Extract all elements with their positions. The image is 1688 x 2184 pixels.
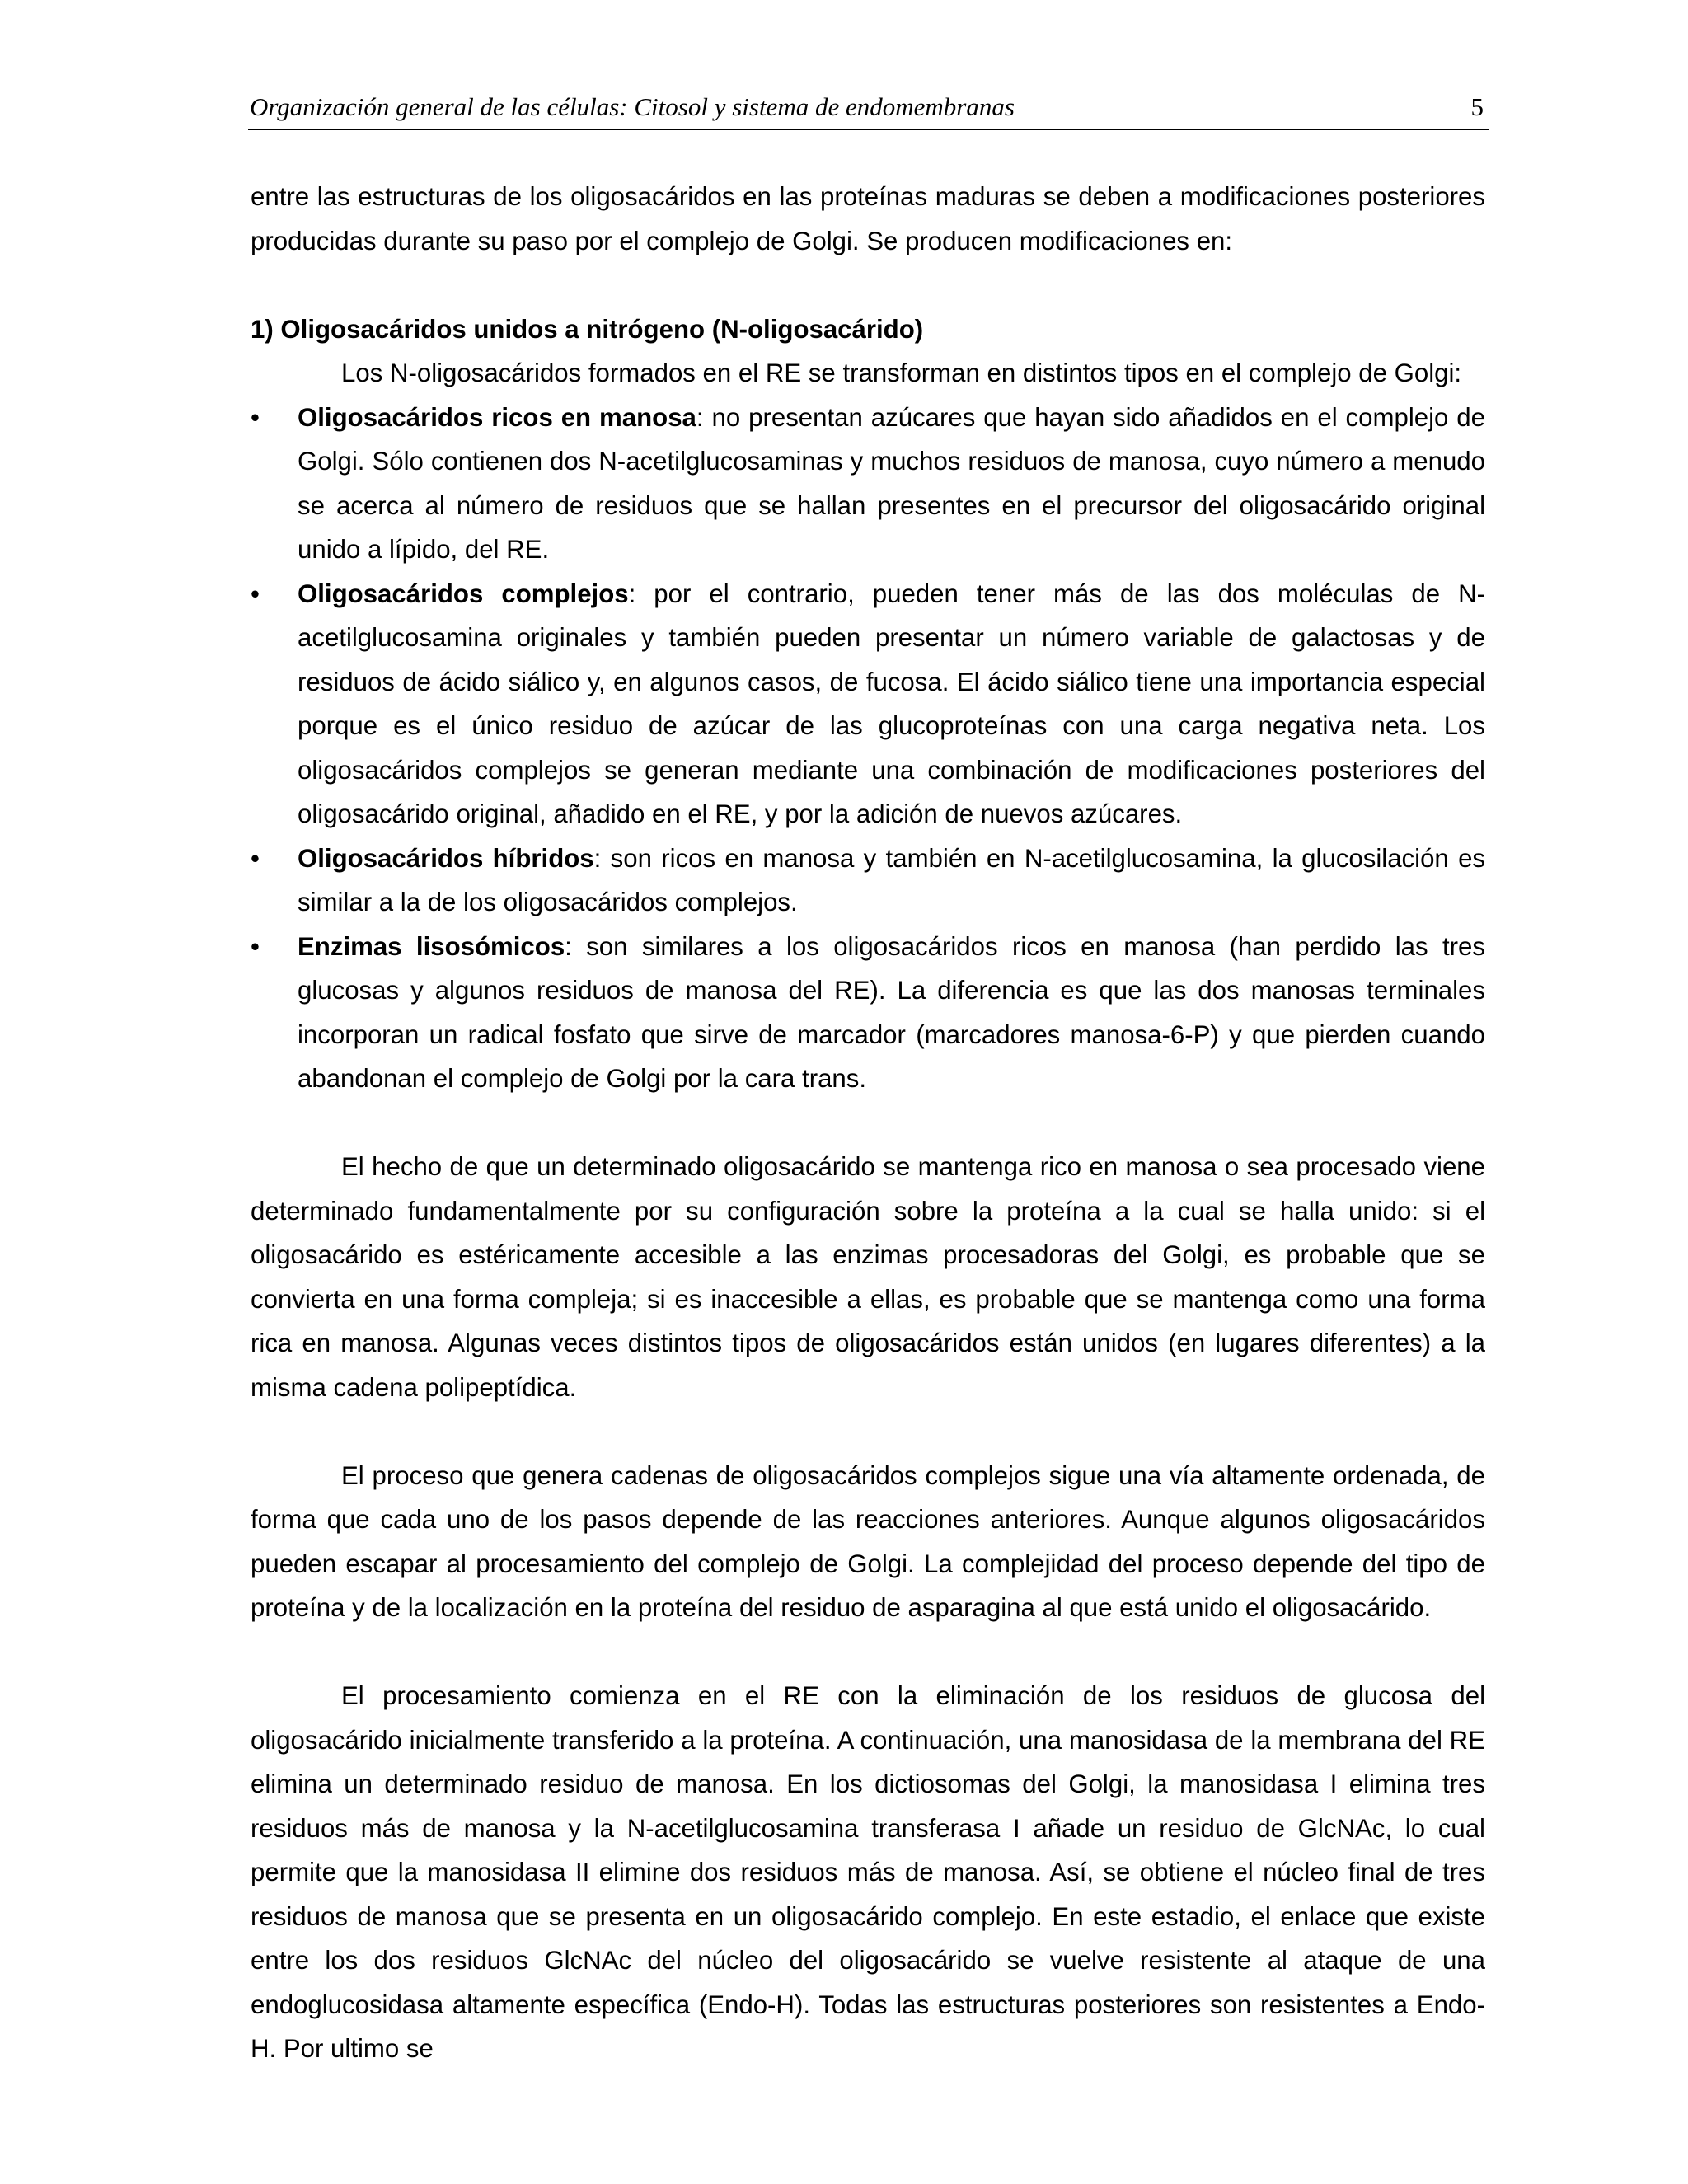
intro-paragraph: entre las estructuras de los oligosacáridos en las proteínas maduras se deben a modificaciones posteriores producidas durante su paso por el complejo de Golgi. Se producen modificaciones en: bbox=[251, 182, 1485, 255]
paragraph-gap bbox=[251, 1409, 1485, 1454]
list-item bbox=[251, 837, 1485, 925]
list-item-term: Oligosacáridos complejos bbox=[298, 579, 629, 608]
page-number: 5 bbox=[1470, 92, 1484, 121]
list-item bbox=[251, 925, 1485, 1101]
list-item-text: : son ricos en manosa y también en N-acetilglucosamina, la glucosilación es similar a la de los oligosacáridos complejos. bbox=[298, 843, 1486, 916]
body-paragraph: El procesamiento comienza en el RE con la eliminación de los residuos de glucosa del oligosacárido inicialmente transferido a la proteína. A continuación, una manosidasa de la membrana del RE elimina un determinado residuo de manosa. En los dictiosomas del Golgi, la manosidasa I elimina tres residuos más de manosa y la N-acetilglucosamina transferasa I añade un residuo de GlcNAc, lo cual permite que la manosidasa II elimine dos residuos más de manosa. Así, se obtiene el núcleo final de tres residuos de manosa que se presenta en un oligosacárido complejo. En este estadio, el enlace que existe entre los dos residuos GlcNAc del núcleo del oligosacárido se vuelve resistente al ataque de una endoglucosidasa altamente específica (Endo-H). Todas las estructuras posteriores son resistentes a Endo-H. Por ultimo se bbox=[251, 1681, 1485, 2063]
list-item bbox=[251, 572, 1485, 837]
body-paragraph: El hecho de que un determinado oligosacárido se mantenga rico en manosa o sea procesado viene determinado fundamentalmente por su configuración sobre la proteína a la cual se halla unido: si el oligosacárido es estéricamente accesible a las enzimas procesadoras del Golgi, es probable que se convierta en una forma compleja; si es inaccesible a ellas, es probable que se mantenga como una forma rica en manosa. Algunas veces distintos tipos de oligosacáridos están unidos (en lugares diferentes) a la misma cadena polipeptídica. bbox=[251, 1152, 1485, 1402]
page-body bbox=[251, 175, 1485, 2071]
list-item-text: : son similares a los oligosacáridos ricos en manosa (han perdido las tres glucosas y algunos residuos de manosa del RE). La diferencia es que las dos manosas terminales incorporan un radical fosfato que sirve de marcador (marcadores manosa-6-P) y que pierden cuando abandonan el complejo de Golgi por la cara trans. bbox=[298, 931, 1485, 1093]
list-item-term: Enzimas lisosómicos bbox=[298, 931, 565, 961]
page-header bbox=[248, 89, 1489, 130]
list-item bbox=[251, 396, 1485, 572]
section-title: 1) Oligosacáridos unidos a nitrógeno (N-oligosacárido) bbox=[251, 314, 924, 344]
bullet-icon: • bbox=[251, 402, 260, 432]
section-lead: Los N-oligosacáridos formados en el RE se transforman en distintos tipos en el complejo de Golgi: bbox=[341, 359, 1462, 387]
list-item-term: Oligosacáridos ricos en manosa bbox=[298, 402, 696, 432]
list-item-text: : no presentan azúcares que hayan sido añadidos en el complejo de Golgi. Sólo contienen dos N-acetilglucosaminas y muchos residuos de manosa, cuyo número a menudo se acerca al número de residuos que se hallan presentes en el precursor del oligosacárido original unido a lípido, del RE. bbox=[298, 402, 1485, 564]
paragraph-gap bbox=[251, 1101, 1485, 1146]
bullet-icon: • bbox=[251, 579, 260, 608]
paragraph-gap bbox=[251, 263, 1485, 307]
bullet-icon: • bbox=[251, 931, 260, 961]
bullet-list bbox=[251, 396, 1485, 1101]
running-title: Organización general de las células: Citosol y sistema de endomembranas bbox=[250, 92, 1015, 121]
body-paragraph: El proceso que genera cadenas de oligosacáridos complejos sigue una vía altamente ordenada, de forma que cada uno de los pasos depende de las reacciones anteriores. Aunque algunos oligosacáridos pueden escapar al procesamiento del complejo de Golgi. La complejidad del proceso depende del tipo de proteína y de la localización en la proteína del residuo de asparagina al que está unido el oligosacárido. bbox=[251, 1460, 1485, 1622]
paragraph-gap bbox=[251, 1630, 1485, 1675]
list-item-text: : por el contrario, pueden tener más de las dos moléculas de N-acetilglucosamina originales y también pueden presentar un número variable de galactosas y de residuos de ácido siálico y, en algunos casos, de fucosa. El ácido siálico tiene una importancia especial porque es el único residuo de azúcar de las glucoproteínas con una carga negativa neta. Los oligosacáridos complejos se generan mediante una combinación de modificaciones posteriores del oligosacárido original, añadido en el RE, y por la adición de nuevos azúcares. bbox=[298, 579, 1485, 828]
list-item-term: Oligosacáridos híbridos bbox=[298, 843, 594, 873]
bullet-icon: • bbox=[251, 843, 260, 873]
